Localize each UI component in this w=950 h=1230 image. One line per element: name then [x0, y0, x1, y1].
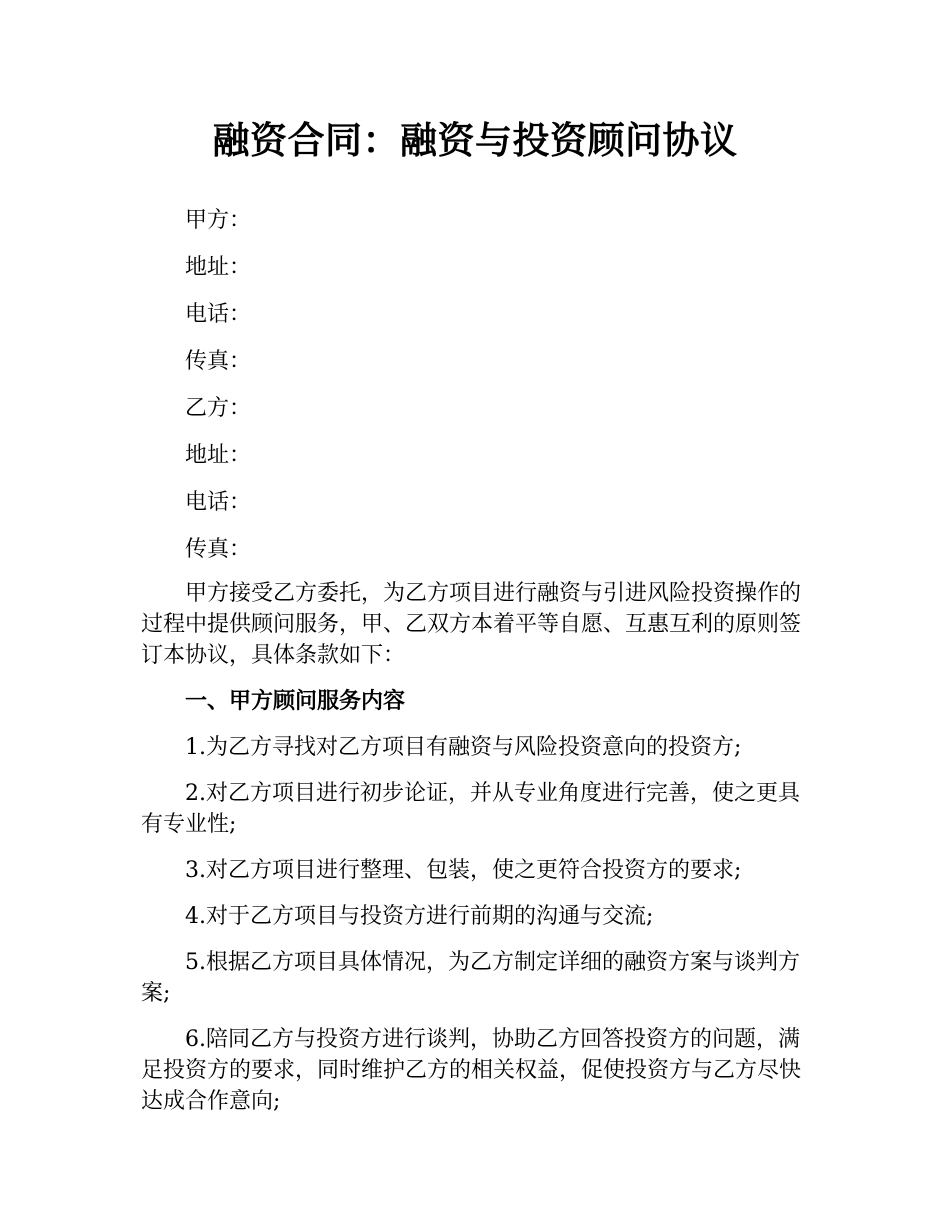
intro-paragraph: 甲方接受乙方委托，为乙方项目进行融资与引进风险投资操作的过程中提供顾问服务，甲、乙双方本着平等自愿、互惠互利的原则签订本协议，具体条款如下： [141, 581, 802, 668]
service-item: 6.陪同乙方与投资方进行谈判，协助乙方回答投资方的问题，满足投资方的要求，同时维护乙方的相关权益，促使投资方与乙方尽快达成合作意向; [141, 1027, 802, 1114]
service-item: 1.为乙方寻找对乙方项目有融资与风险投资意向的投资方; [185, 735, 742, 760]
document-body [141, 200, 821, 1132]
party-a-fax-label: 传真： [185, 349, 252, 374]
party-a-address-label: 地址： [185, 255, 252, 280]
party-b-fax-label: 传真： [185, 537, 252, 562]
party-a-phone-label: 电话： [185, 302, 252, 327]
party-a-label: 甲方： [185, 208, 252, 233]
service-item: 4.对于乙方项目与投资方进行前期的沟通与交流; [185, 904, 654, 929]
section-heading: 一、甲方顾问服务内容 [185, 689, 406, 714]
service-item: 5.根据乙方项目具体情况，为乙方制定详细的融资方案与谈判方案; [141, 950, 800, 1006]
document-title: 融资合同：融资与投资顾问协议 [212, 119, 738, 162]
party-b-label: 乙方： [185, 396, 252, 421]
party-b-address-label: 地址： [185, 443, 252, 468]
party-b-phone-label: 电话： [185, 490, 252, 515]
service-item: 3.对乙方项目进行整理、包装，使之更符合投资方的要求; [185, 858, 742, 883]
service-item: 2.对乙方项目进行初步论证，并从专业角度进行完善，使之更具有专业性; [141, 781, 800, 837]
